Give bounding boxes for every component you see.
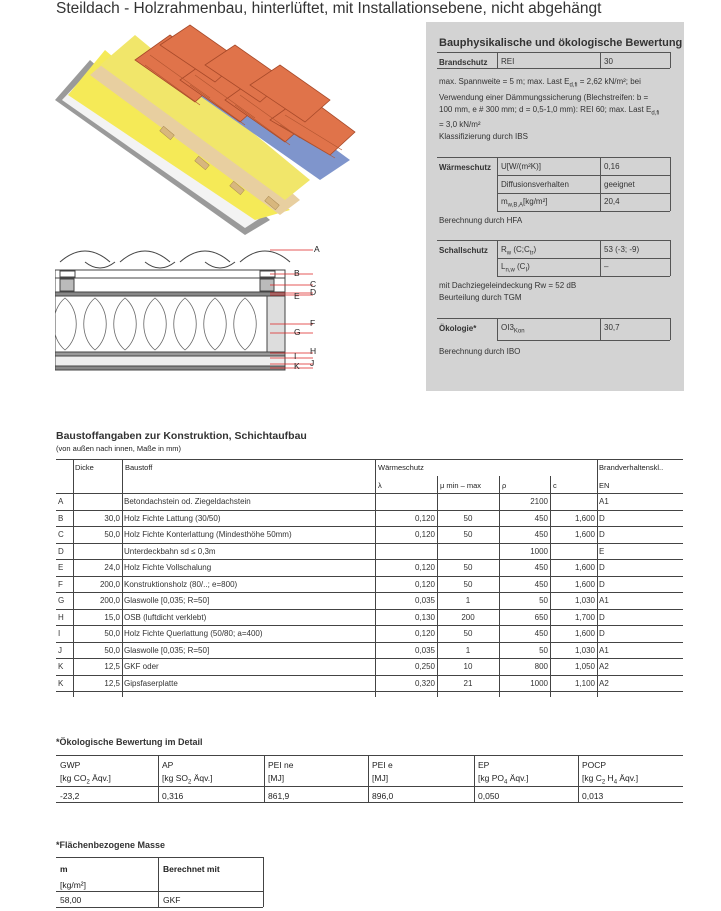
row-mu: 50 [437,576,499,593]
row-rho: 450 [499,560,550,577]
row-rho: 450 [499,510,550,527]
row-id: C [56,527,73,544]
row-c: 1,030 [550,642,597,659]
row-en: E [597,543,683,560]
row-rho: 800 [499,659,550,676]
eco-divider [474,755,475,803]
row-baustoff: OSB (luftdicht verklebt) [122,609,375,626]
eco-col-unit: [kg $PO_4$ Äqv.] [478,773,529,786]
row-baustoff: Unterdeckbahn sd ≤ 0,3m [122,543,375,560]
row-mu: 10 [437,659,499,676]
eco-rule [56,802,683,803]
row-dicke: 12,5 [73,675,122,692]
hdr-lambda: λ [378,481,382,490]
row-lambda: 0,250 [375,659,437,676]
material-table [56,494,683,692]
table-row [56,543,683,560]
row-dicke [73,494,122,510]
row-dicke: 50,0 [73,527,122,544]
table-subheading: (von außen nach innen, Maße in mm) [56,444,182,453]
hdr-en: EN [599,481,610,490]
hdr-brand: Brandverhaltenskl.. [599,463,664,472]
eco-col-value: 896,0 [372,791,394,801]
oeko-value: 30,7 [604,323,620,332]
row-mu: 1 [437,642,499,659]
eco-heading: *Ökologische Bewertung im Detail [56,737,203,747]
eco-divider [578,755,579,803]
row-baustoff: Glaswolle [0,035; R=50] [122,642,375,659]
row-lambda: 0,120 [375,527,437,544]
waerme-note: Berechnung durch HFA [439,216,523,225]
hdr-c: c [553,481,557,490]
row-dicke: 15,0 [73,609,122,626]
row-lambda [375,494,437,510]
row-id: A [56,494,73,510]
row-id: J [56,642,73,659]
row-dicke: 30,0 [73,510,122,527]
eco-col-value: 861,9 [268,791,290,801]
label-K: K [294,361,300,371]
row-en: D [597,609,683,626]
row-rho: 1000 [499,543,550,560]
row-id: K [56,659,73,676]
eco-divider [158,755,159,803]
row-mu: 50 [437,527,499,544]
row-rho: 1000 [499,675,550,692]
row-rho: 450 [499,576,550,593]
schall-rw-key: $R_w$ $(C;C_{tr})$ [501,245,537,257]
row-en: A1 [597,494,683,510]
row-rho: 650 [499,609,550,626]
row-lambda: 0,320 [375,675,437,692]
row-c: 1,600 [550,626,597,643]
waerme-m-key: $m_{w,B,A}[kg/m^2]$ [501,197,548,209]
eco-col-name: AP [162,760,174,770]
row-baustoff: GKF oder [122,659,375,676]
row-mu [437,543,499,560]
brand-notes: max. Spannweite = 5 m; max. Last $E_{d,fi} = 2,62$ kN/m²; bei Verwendung einer Dämmungssicherung (Blechstreifen: b = 100 mm, e # 300 mm; d = 0,5-1,0 mm): REI 60; max. Last $E_{d,fi}$ = 3,0 kN/m² Klassifizierung durch IBS [439,77,660,142]
row-dicke: 50,0 [73,626,122,643]
row-id: H [56,609,73,626]
row-lambda: 0,120 [375,626,437,643]
eco-col-value: 0,013 [582,791,604,801]
label-D: D [310,287,317,297]
eco-rule [56,786,683,787]
table-row [56,560,683,577]
row-lambda: 0,120 [375,576,437,593]
label-C: C [310,279,317,289]
row-dicke: 24,0 [73,560,122,577]
panel-heading: Bauphysikalische und ökologische Bewertung [439,37,683,49]
row-baustoff: Holz Fichte Lattung (30/50) [122,510,375,527]
schall-note: mit Dachziegeleindeckung Rw = 52 dB Beurteilung durch TGM [439,281,577,302]
row-mu: 200 [437,609,499,626]
roof-3d-illustration [50,20,410,235]
row-c: 1,600 [550,527,597,544]
eco-col-unit: [MJ] [268,773,285,783]
schall-ln-value: – [604,262,609,271]
row-c: 1,600 [550,560,597,577]
row-c: 1,100 [550,675,597,692]
mass-col2: Berechnet mit [163,864,220,874]
eco-divider [264,755,265,803]
row-c: 1,050 [550,659,597,676]
row-en: D [597,510,683,527]
hdr-baustoff: Baustoff [125,463,153,472]
hdr-dicke: Dicke [75,463,94,472]
row-baustoff: Holz Fichte Konterlattung (Mindesthöhe 50mm) [122,527,375,544]
row-lambda: 0,120 [375,560,437,577]
table-row [56,609,683,626]
eco-col-name: POCP [582,760,607,770]
mass-heading: *Flächenbezogene Masse [56,840,166,850]
row-id: I [56,626,73,643]
row-id: D [56,543,73,560]
label-J: J [310,358,315,368]
row-c: 1,600 [550,510,597,527]
table-row [56,659,683,676]
row-dicke: 50,0 [73,642,122,659]
row-baustoff: Glaswolle [0,035; R=50] [122,593,375,610]
row-id: K [56,675,73,692]
table-row [56,593,683,610]
table-row [56,494,683,510]
schall-label: Schallschutz [439,246,488,255]
row-c: 1,030 [550,593,597,610]
brand-key: REI [501,57,515,66]
mass-col1: m [60,864,68,874]
row-en: A1 [597,593,683,610]
hdr-rho: ρ [502,481,507,490]
row-id: B [56,510,73,527]
row-mu: 1 [437,593,499,610]
row-lambda: 0,120 [375,510,437,527]
eco-col-value: 0,316 [162,791,184,801]
label-E: E [294,291,300,301]
waerme-m-value: 20,4 [604,197,620,206]
row-en: D [597,560,683,577]
label-F: F [310,318,316,328]
row-mu [437,494,499,510]
eco-col-name: EP [478,760,490,770]
row-mu: 50 [437,626,499,643]
row-lambda: 0,035 [375,642,437,659]
waerme-label: Wärmeschutz [439,163,492,172]
row-mu: 21 [437,675,499,692]
row-lambda [375,543,437,560]
row-lambda: 0,130 [375,609,437,626]
mass-unit: [kg/m²] [60,880,86,890]
mass-basis: GKF [163,895,181,905]
row-en: D [597,527,683,544]
row-rho: 50 [499,593,550,610]
eco-col-name: GWP [60,760,81,770]
waerme-diff-key: Diffusionsverhalten [501,180,569,189]
eco-col-unit: [MJ] [372,773,389,783]
schall-ln-key: $L_{n,w}$ $(C_I)$ [501,262,530,274]
row-en: A2 [597,659,683,676]
row-dicke [73,543,122,560]
row-rho: 2100 [499,494,550,510]
table-row [56,626,683,643]
row-id: F [56,576,73,593]
row-baustoff: Holz Fichte Querlattung (50/80; a=400) [122,626,375,643]
table-row [56,675,683,692]
waerme-diff-value: geeignet [604,180,635,189]
label-A: A [314,244,320,254]
eco-divider [368,755,369,803]
table-row [56,510,683,527]
brand-value: 30 [604,57,613,66]
label-H: H [310,346,317,356]
page-title: Steildach - Holzrahmenbau, hinterlüftet, mit Installationsebene, nicht abgehängt [56,0,602,17]
mass-value: 58,00 [60,895,82,905]
oeko-note: Berechnung durch IBO [439,347,521,356]
row-dicke: 200,0 [73,576,122,593]
row-baustoff: Holz Fichte Vollschalung [122,560,375,577]
row-dicke: 200,0 [73,593,122,610]
eco-col-value: 0,050 [478,791,500,801]
row-mu: 50 [437,560,499,577]
table-row [56,576,683,593]
eco-col-unit: [kg $C_2$ $H_4$ Äqv.] [582,773,639,786]
section-diagram [55,240,335,375]
row-en: D [597,626,683,643]
row-mu: 50 [437,510,499,527]
row-c [550,543,597,560]
waerme-u-key: U[W/(m²K)] [501,162,541,171]
label-B: B [294,268,300,278]
row-dicke: 12,5 [73,659,122,676]
row-rho: 450 [499,527,550,544]
label-I: I [294,351,297,361]
waerme-u-value: 0,16 [604,162,620,171]
eco-col-unit: [kg $CO_2$ Äqv.] [60,773,111,786]
eco-col-unit: [kg $SO_2$ Äqv.] [162,773,213,786]
row-lambda: 0,035 [375,593,437,610]
hdr-mu: μ min – max [440,481,481,490]
table-heading: Baustoffangaben zur Konstruktion, Schichtaufbau [56,430,307,442]
row-en: A1 [597,642,683,659]
eco-col-name: PEI ne [268,760,294,770]
row-baustoff: Gipsfaserplatte [122,675,375,692]
row-rho: 450 [499,626,550,643]
row-baustoff: Betondachstein od. Ziegeldachstein [122,494,375,510]
row-c: 1,700 [550,609,597,626]
row-c [550,494,597,510]
row-en: A2 [597,675,683,692]
eco-col-value: -23,2 [60,791,80,801]
schall-rw-value: 53 (-3; -9) [604,245,640,254]
row-baustoff: Konstruktionsholz (80/..; e=800) [122,576,375,593]
row-rho: 50 [499,642,550,659]
row-id: G [56,593,73,610]
table-row [56,642,683,659]
hdr-waerme: Wärmeschutz [378,463,424,472]
eco-col-name: PEI e [372,760,393,770]
label-G: G [294,327,301,337]
oeko-label: Ökologie* [439,324,477,333]
table-row [56,527,683,544]
row-c: 1,600 [550,576,597,593]
row-id: E [56,560,73,577]
row-en: D [597,576,683,593]
oeko-key: $OI3_{Kon}$ [501,323,525,335]
brand-label: Brandschutz [439,58,488,67]
